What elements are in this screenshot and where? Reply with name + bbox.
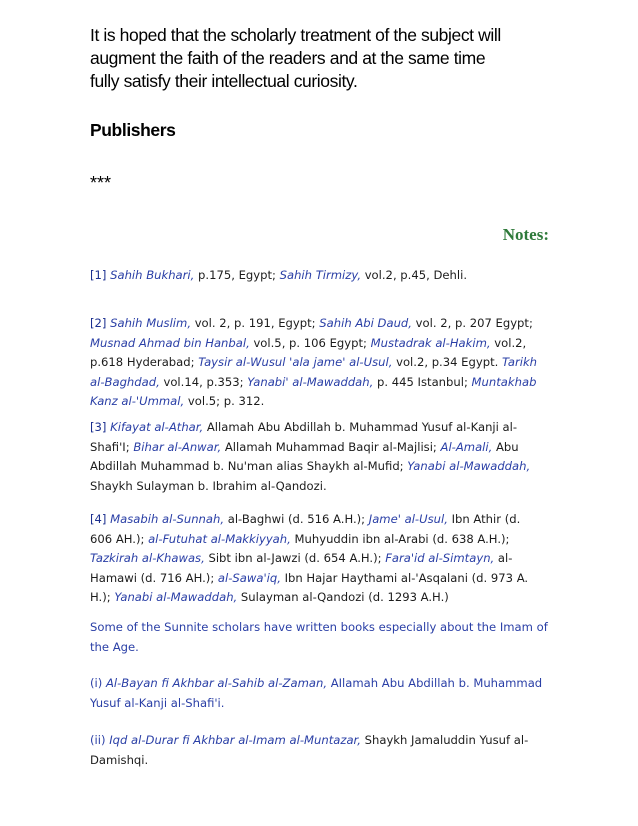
citation-text: H.); — [90, 590, 115, 605]
source-title: Kanz al-'Ummal, — [90, 394, 185, 409]
citation-text: AIlamah Abu Abdillah b. Muhammad — [327, 676, 543, 690]
citation-text: Shaykh Sulayman b. Ibrahim al-Qandozi. — [90, 478, 327, 493]
source-title: Musnad Ahmad bin Hanbal, — [90, 335, 250, 350]
source-title: Iqd al-Durar fi Akhbar al-Imam al-Muntazar, — [109, 733, 361, 747]
citation-text: Ibn Hajar Haythami al-'Asqalani (d. 973 A. — [280, 570, 529, 585]
citation-text: vol.14, p.353; — [159, 374, 248, 389]
source-title: Sahih Tirmizy, — [279, 268, 362, 282]
source-title: Yanabi' al-Mawaddah, — [247, 374, 374, 389]
citation-text: vol. 2, p. 191, Egypt; — [191, 316, 320, 330]
book-entry-i — [90, 674, 552, 713]
citation-text: Yusuf al-Kanji al-Shafi'i. — [90, 695, 225, 710]
citation-text: Abdillah Muhammad b. Nu'man alias Shaykh al-Mufid; — [90, 459, 408, 474]
footnote-number: [2] — [90, 316, 107, 330]
source-title: Sahih Muslim, — [110, 316, 192, 330]
footnote-number: [4] — [90, 512, 107, 526]
citation-text: Sulayman al-Qandozi (d. 1293 A.H.) — [237, 590, 449, 605]
citation-text: 606 AH.); — [90, 531, 149, 546]
source-title: Muntakhab — [471, 374, 537, 389]
footnote-1 — [90, 266, 552, 286]
intro-line: It is hoped that the scholarly treatment of the subject will — [90, 25, 501, 45]
source-title: Mustadrak al-Hakim, — [370, 335, 491, 350]
source-title: Al-Amali, — [440, 439, 493, 454]
source-title: Taysir al-Wusul 'ala jame' al-Usul, — [198, 355, 393, 370]
citation-text: al-Baghwi (d. 516 A.H.); — [224, 512, 369, 526]
source-title: al-Baghdad, — [90, 374, 160, 389]
citation-text: vol.2, p.45, Dehli. — [361, 268, 468, 282]
paragraph-line: Some of the Sunnite scholars have written books especially about the Imam of — [90, 620, 548, 634]
book-entry-ii — [90, 731, 552, 770]
section-separator: *** — [90, 173, 112, 193]
paragraph-line: the Age. — [90, 639, 139, 654]
source-title: Yanabi al-Mawaddah, — [114, 590, 238, 605]
citation-text: vol. 2, p. 207 Egypt; — [411, 316, 533, 330]
sunnite-scholars-paragraph — [90, 618, 552, 657]
source-title: Masabih al-Sunnah, — [110, 512, 225, 526]
citation-text: vol.5, p. 106 Egypt; — [249, 335, 371, 350]
intro-paragraph — [90, 24, 560, 93]
intro-line: fully satisfy their intellectual curiosity. — [90, 71, 358, 91]
source-title: Sahih Abi Daud, — [319, 316, 412, 330]
citation-text: vol.5; p. 312. — [184, 394, 265, 409]
publishers-signature: Publishers — [90, 120, 176, 140]
citation-text: Ibn Athir (d. — [447, 512, 521, 526]
citation-text: p.175, Egypt; — [194, 268, 280, 282]
citation-text: Sibt ibn al-Jawzi (d. 654 A.H.); — [204, 551, 386, 566]
source-title: Fara'id al-Simtayn, — [385, 551, 495, 566]
citation-text: al- — [494, 551, 513, 566]
notes-heading: Notes: — [502, 225, 549, 244]
entry-prefix: (i) — [90, 676, 106, 690]
citation-text: vol.2, p.34 Egypt. — [392, 355, 503, 370]
citation-text: Allamah Muhammad Baqir al-Majlisi; — [221, 439, 441, 454]
source-title: Bihar al-Anwar, — [133, 439, 222, 454]
citation-text: Hamawi (d. 716 AH.); — [90, 570, 218, 585]
citation-text: vol.2, — [490, 335, 527, 350]
source-title: Jame' al-Usul, — [368, 512, 448, 526]
citation-text: Shaykh Jamaluddin Yusuf al- — [360, 733, 529, 747]
footnote-4 — [90, 510, 552, 608]
citation-text: Abu — [492, 439, 519, 454]
source-title: Sahih Bukhari, — [110, 268, 195, 282]
intro-line: augment the faith of the readers and at the same time — [90, 48, 486, 68]
source-title: al-Sawa'iq, — [217, 570, 281, 585]
footnote-3 — [90, 418, 552, 496]
citation-text: Shafi'I; — [90, 439, 134, 454]
citation-text: Muhyuddin ibn al-Arabi (d. 638 A.H.); — [290, 531, 510, 546]
source-title: Kifayat al-Athar, — [110, 420, 204, 434]
citation-text: Damishqi. — [90, 752, 149, 767]
source-title: Tarikh — [502, 355, 538, 370]
citation-text: p.618 Hyderabad; — [90, 355, 199, 370]
footnote-2 — [90, 314, 552, 412]
footnote-number: [1] — [90, 268, 107, 282]
source-title: Yanabi al-Mawaddah, — [407, 459, 531, 474]
citation-text: Allamah Abu Abdillah b. Muhammad Yusuf al-Kanji al- — [203, 420, 518, 434]
source-title: Tazkirah al-Khawas, — [90, 551, 205, 566]
source-title: al-Futuhat al-Makkiyyah, — [148, 531, 291, 546]
citation-text: p. 445 Istanbul; — [373, 374, 472, 389]
source-title: Al-Bayan fi Akhbar al-Sahib al-Zaman, — [105, 676, 328, 690]
footnote-number: [3] — [90, 420, 107, 434]
entry-prefix: (ii) — [90, 733, 110, 747]
